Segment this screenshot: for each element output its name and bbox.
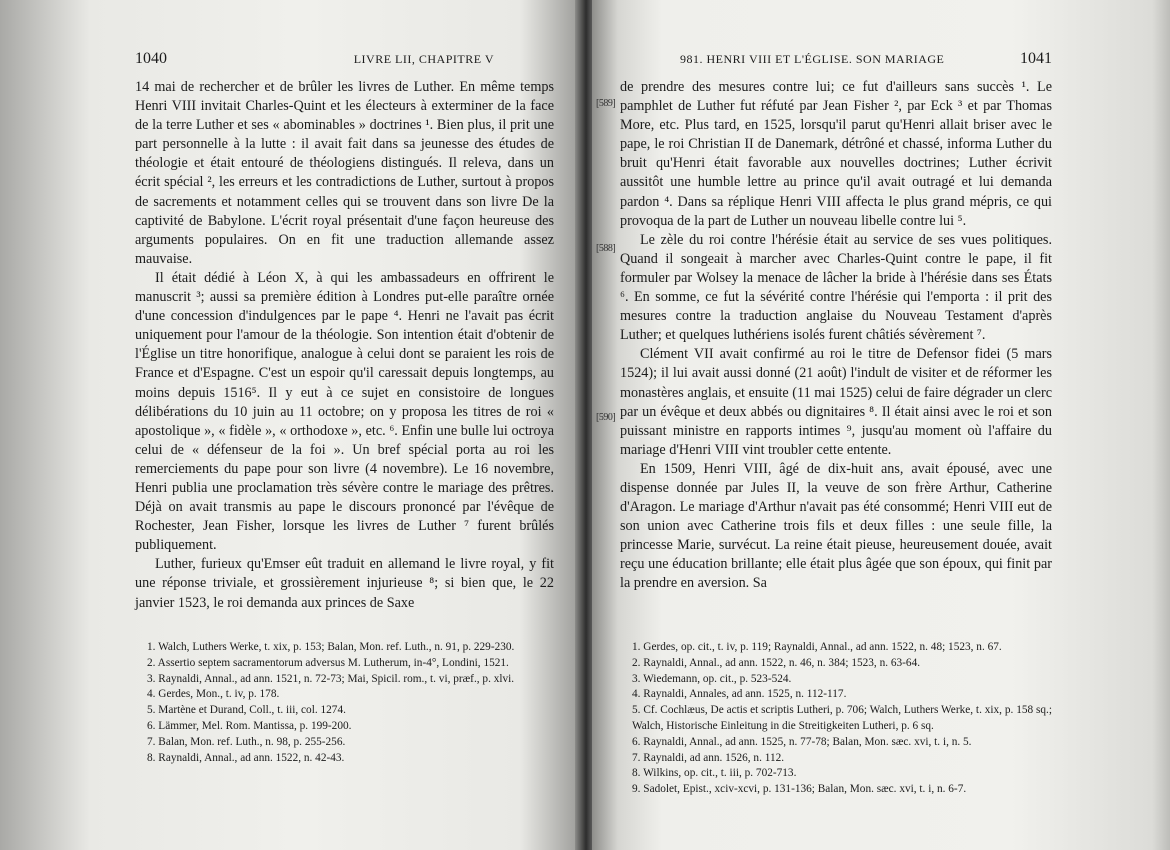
paragraph: 14 mai de rechercher et de brûler les livres de Luther. En même temps Henri VIII invitait Charles-Quint et les électeurs à exterminer de la face de la terre Luther et ses « abominables » doctrines ¹. Bien plus, il prit une part personnelle à la lutte : il avait fait dans sa jeunesse des études de théologie et était entouré de théologiens distingués. Il releva, dans un écrit spécial ², les erreurs et les contradictions de Luther, surtout à propos de sacrements et notamment celles qui se trouvent dans son livre De la captivité de Babylone. L'écrit royal présentait d'une façon heureuse des arguments populaires. On en fit une traduction allemande assez mauvaise. (135, 79, 554, 267)
running-head-title-left: LIVRE LII, CHAPITRE V (353, 52, 494, 66)
page-number-right: 1041 (1020, 50, 1052, 67)
paragraph: de prendre des mesures contre lui; ce fut d'ailleurs sans succès ¹. Le pamphlet de Luther fut réfuté par Jean Fisher ², par Eck ³ et par Thomas More, etc. Plus tard, en 1525, lorsqu'il parut qu'Henri allait briser avec le pape, le roi Christian II de Danemark, détrôné et chassé, informa Luther du bruit qu'Henri était favorable aux nouvelles doctrines; Luther écrivit aussitôt une humble lettre au prince qu'il avait outragé et lui demanda pardon ⁴. Dans sa réplique Henri VIII affecta le plus grand mépris, ce qui provoqua de la part de Luther un nouveau libelle contre lui ⁵. (620, 79, 1052, 229)
footnote: 7. Balan, Mon. ref. Luth., n. 98, p. 255-256. (147, 735, 346, 748)
footnote: 7. Raynaldi, ad ann. 1526, n. 112. (632, 751, 785, 764)
page-number-left: 1040 (135, 50, 167, 67)
paragraph: Il était dédié à Léon X, à qui les ambassadeurs en offrirent le manuscrit ³; aussi sa première édition à Londres put-elle paraître ornée d'une concession d'indulgences par le pape ⁴. Henri ne l'avait pas écrit uniquement pour l'amour de la théologie. Son intention était d'obtenir de l'Église un titre honorifique, analogue à celui dont se paraient les rois de France et d'Espagne. C'est un espoir qu'il caressait depuis longtemps, au moins depuis 1516⁵. Il y eut à ce sujet en consistoire de longues délibérations du 10 juin au 11 octobre; on y proposa les titres de roi « apostolique », « fidèle », « orthodoxe », etc. ⁶. Enfin une bulle lui octroya celui de « défenseur de la foi ». Un bref spécial porta au roi les remerciements du pape pour son livre (4 novembre). Le 16 novembre, Henri publia une proclamation très sévère contre le mariage des prêtres. Déjà on avait transmis au pape le discours prononcé par l'évêque de Rochester, Jean Fisher, lorsque les livres de Luther ⁷ furent brûlés publiquement. (135, 269, 554, 554)
left-body-text (135, 78, 554, 613)
footnote: 2. Assertio septem sacramentorum adversus M. Lutherum, in-4°, Londini, 1521. (147, 656, 509, 669)
running-head-left (135, 50, 554, 68)
right-page (592, 0, 1170, 850)
footnote: 8. Raynaldi, Annal., ad ann. 1522, n. 42-43. (147, 751, 345, 764)
footnote: 5. Cf. Cochlæus, De actis et scriptis Lutheri, p. 706; Walch, Luthers Werke, t. xix, p. 158 sq.; Walch, Historische Einleitung in die Streitigkeiten Lutheri, p. 6 sq. (632, 704, 1052, 732)
running-head-title-right: 981. HENRI VIII ET L'ÉGLISE. SON MARIAGE (680, 52, 945, 66)
paragraph: En 1509, Henri VIII, âgé de dix-huit ans, avait épousé, avec une dispense donnée par Jules II, la veuve de son frère Arthur, Catherine d'Aragon. Le mariage d'Arthur n'avait pas été consommé; Henri VIII eut de son union avec Catherine trois fils et deux filles : une seule fille, la princesse Marie, survécut. La reine était pieuse, heureusement douée, avait reçu une éducation brillante; elle était plus âgée que son époux, qui finit par la prendre en aversion. Sa (620, 460, 1052, 592)
footnote: 3. Wiedemann, op. cit., p. 523-524. (632, 672, 792, 685)
left-page (0, 0, 582, 850)
footnote: 3. Raynaldi, Annal., ad ann. 1521, n. 72-73; Mai, Spicil. rom., t. vi, præf., p. xlvi. (147, 672, 515, 685)
footnote: 5. Martène et Durand, Coll., t. iii, col. 1274. (147, 704, 346, 717)
footnotes-left (135, 640, 554, 766)
footnote: 2. Raynaldi, Annal., ad ann. 1522, n. 46, n. 384; 1523, n. 63-64. (632, 656, 921, 669)
margin-reference-number: [588] (596, 243, 616, 254)
footnote: 4. Gerdes, Mon., t. iv, p. 178. (147, 688, 280, 701)
footnote: 1. Walch, Luthers Werke, t. xix, p. 153; Balan, Mon. ref. Luth., n. 91, p. 229-230. (147, 641, 515, 653)
footnote: 1. Gerdes, op. cit., t. iv, p. 119; Raynaldi, Annal., ad ann. 1522, n. 48; 1523, n. 67. (632, 641, 1002, 653)
footnote: 9. Sadolet, Epist., xciv-xcvi, p. 131-136; Balan, Mon. sæc. xvi, t. i, n. 6-7. (632, 783, 967, 796)
right-body-text (620, 78, 1052, 594)
footnote: 8. Wilkins, op. cit., t. iii, p. 702-713. (632, 767, 797, 780)
margin-reference-number: [589] (596, 98, 616, 109)
footnotes-right (620, 640, 1052, 798)
paragraph: Clément VII avait confirmé au roi le titre de Defensor fidei (5 mars 1524); il lui avait aussi donné (21 août) l'indult de visiter et de réformer les monastères anglais, et ensuite (11 mai 1525) celui de faire dégrader un clerc par un évêque et deux abbés ou dignitaires ⁸. Il était ainsi avec le roi et son puissant ministre en rapports intimes ⁹, jusqu'au moment où l'affaire du mariage d'Henri VIII vint troubler cette entente. (620, 346, 1052, 458)
running-head-right (620, 50, 1052, 68)
footnote: 4. Raynaldi, Annales, ad ann. 1525, n. 112-117. (632, 688, 847, 701)
footnote: 6. Raynaldi, Annal., ad ann. 1525, n. 77-78; Balan, Mon. sæc. xvi, t. i, n. 5. (632, 735, 972, 748)
paragraph: Luther, furieux qu'Emser eût traduit en allemand le livre royal, y fit une réponse triviale, et grossièrement injurieuse ⁸; si bien que, le 22 janvier 1523, le roi demanda aux princes de Saxe (135, 556, 554, 611)
footnote: 6. Lämmer, Mel. Rom. Mantissa, p. 199-200. (147, 719, 352, 732)
paragraph: Le zèle du roi contre l'hérésie était au service de ses vues politiques. Quand il songeait à marcher avec Charles-Quint contre le pape, il fit formuler par Wolsey la menace de lâcher la bride à l'hérésie dans ses États ⁶. En somme, ce fut la sévérité contre l'hérésie qui l'emporta : il prit des mesures contre la traduction anglaise du Nouveau Testament d'après Luther; et quelques luthériens isolés furent châtiés sévèrement ⁷. (620, 231, 1052, 344)
margin-reference-number: [590] (596, 412, 616, 423)
